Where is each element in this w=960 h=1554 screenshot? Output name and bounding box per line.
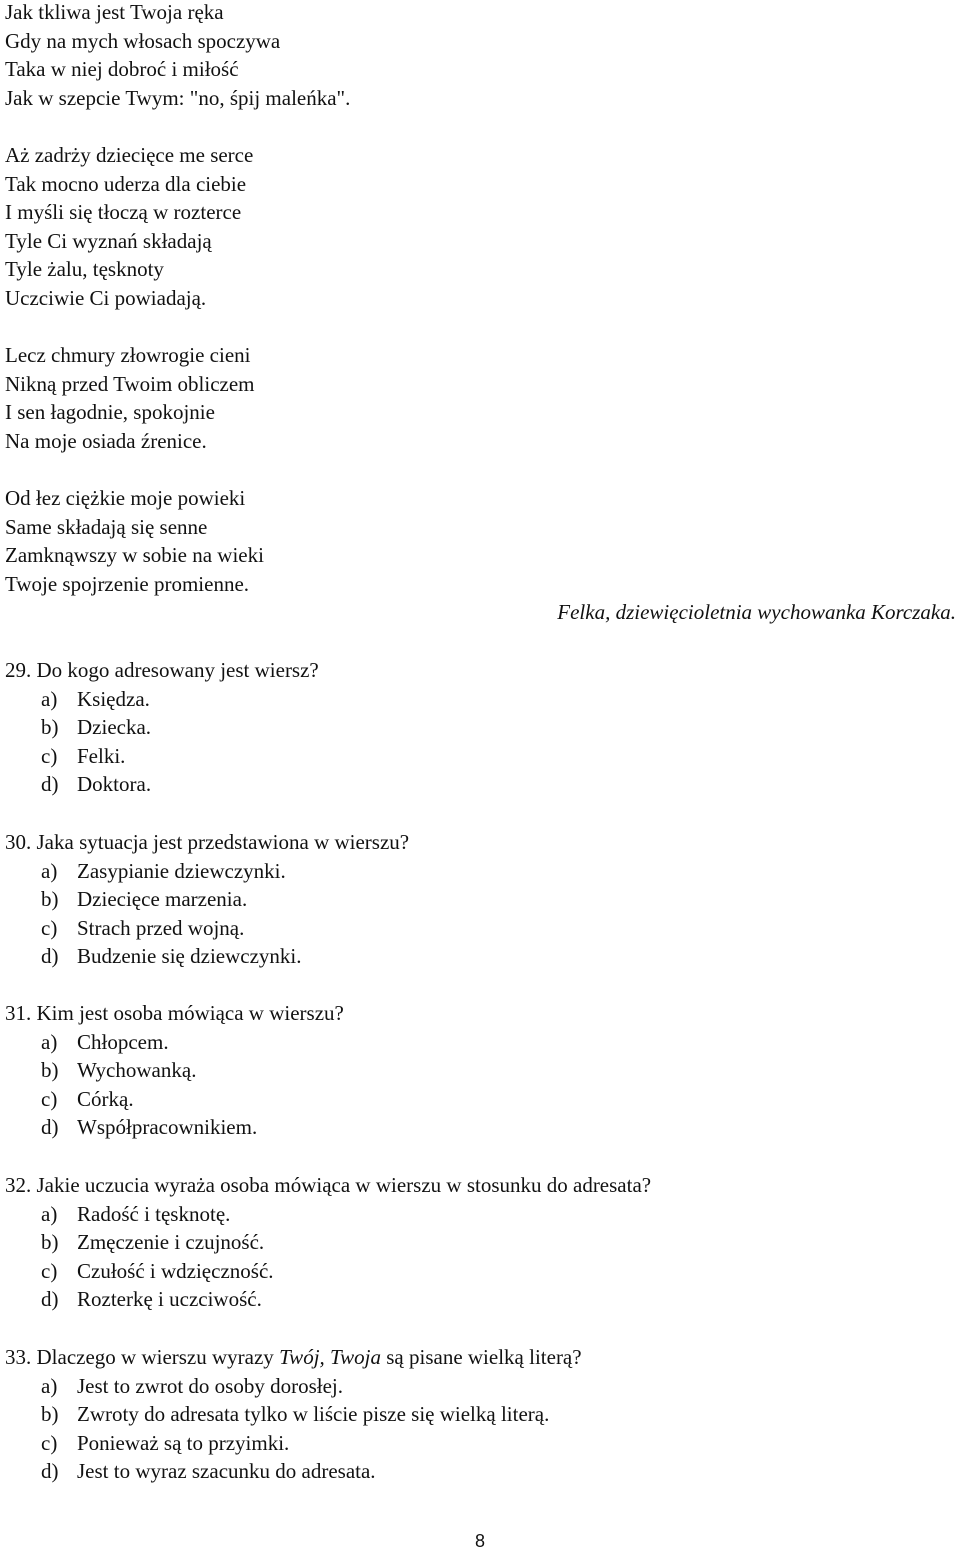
option-text: Jest to zwrot do osoby dorosłej.: [77, 1373, 343, 1398]
option-letter: d): [41, 1287, 59, 1312]
answer-option: [5, 857, 409, 886]
option-text: Dziecięce marzenia.: [77, 887, 248, 912]
option-letter: a): [41, 858, 58, 883]
question-text: [5, 1343, 582, 1372]
option-text: Radość i tęsknotę.: [77, 1201, 231, 1226]
answer-option: [5, 885, 409, 914]
option-letter: c): [41, 1258, 58, 1283]
poem-verse: Tyle żalu, tęsknoty: [5, 257, 164, 282]
option-text: Chłopcem.: [77, 1029, 169, 1054]
option-letter: b): [41, 887, 59, 912]
option-letter: c): [41, 743, 58, 768]
option-letter: b): [41, 1230, 59, 1255]
question-text: 30. Jaka sytuacja jest przedstawiona w wierszu?: [5, 830, 410, 854]
poem-verse: Zamknąwszy w sobie na wieki: [5, 543, 264, 568]
option-text: Budzenie się dziewczynki.: [77, 944, 302, 969]
option-letter: c): [41, 1086, 58, 1111]
answer-option: [5, 1028, 344, 1057]
question-text: 29. Do kogo adresowany jest wiersz?: [5, 658, 319, 682]
answer-option: [5, 914, 409, 943]
option-text: Strach przed wojną.: [77, 915, 245, 940]
option-letter: a): [41, 1029, 58, 1054]
poem-verse: Na moje osiada źrenice.: [5, 428, 207, 453]
option-text: Zwroty do adresata tylko w liście pisze się wielką literą.: [77, 1402, 550, 1427]
poem-verse: Twoje spojrzenie promienne.: [5, 571, 250, 596]
poem-verse: Jak tkliwa jest Twoja ręka: [5, 0, 224, 24]
option-letter: c): [41, 1430, 58, 1455]
poem-stanza-1: [5, 0, 350, 112]
answer-option: [5, 742, 319, 771]
answer-option: [5, 1056, 344, 1085]
answer-option: [5, 1457, 582, 1486]
option-text: Zmęczenie i czujność.: [77, 1230, 265, 1255]
poem-verse: Same składają się senne: [5, 514, 208, 539]
option-text: Zasypianie dziewczynki.: [77, 858, 286, 883]
poem-verse: Lecz chmury złowrogie cieni: [5, 343, 251, 367]
answer-option: [5, 1257, 651, 1286]
option-letter: d): [41, 1459, 59, 1484]
poem-verse: Aż zadrży dziecięce me serce: [5, 143, 254, 167]
poem-verse: Tyle Ci wyznań składają: [5, 228, 212, 253]
option-letter: d): [41, 772, 59, 797]
option-text: Czułość i wdzięczność.: [77, 1258, 274, 1283]
option-text: Felki.: [77, 743, 126, 768]
option-text: Rozterkę i uczciwość.: [77, 1287, 262, 1312]
option-letter: b): [41, 1058, 59, 1083]
question-31: [5, 999, 344, 1142]
option-letter: b): [41, 1402, 59, 1427]
answer-option: [5, 1285, 651, 1314]
poem-signature: Felka, dziewięcioletnia wychowanka Korczaka.: [557, 600, 956, 624]
option-text: Córką.: [77, 1086, 134, 1111]
question-32: [5, 1171, 651, 1314]
poem-stanza-3: [5, 341, 255, 455]
option-text: Dziecka.: [77, 715, 152, 740]
answer-option: [5, 1429, 582, 1458]
option-letter: b): [41, 715, 59, 740]
poem-verse: Taka w niej dobroć i miłość: [5, 57, 239, 82]
question-33: [5, 1343, 582, 1486]
option-text: Księdza.: [77, 686, 150, 711]
option-text: Doktora.: [77, 772, 152, 797]
answer-option: [5, 713, 319, 742]
answer-option: [5, 1200, 651, 1229]
answer-option: [5, 1400, 582, 1429]
poem-verse: Tak mocno uderza dla ciebie: [5, 171, 247, 196]
option-text: Jest to wyraz szacunku do adresata.: [77, 1459, 376, 1484]
question-text: 31. Kim jest osoba mówiąca w wierszu?: [5, 1001, 344, 1025]
poem-stanza-2: [5, 141, 253, 313]
option-letter: a): [41, 1201, 58, 1226]
question-text-start: 33. Dlaczego w wierszu wyrazy: [5, 1345, 280, 1369]
poem-verse: Jak w szepcie Twym: "no, śpij maleńka".: [5, 85, 351, 110]
poem-verse: Uczciwie Ci powiadają.: [5, 285, 207, 310]
option-text: Ponieważ są to przyimki.: [77, 1430, 290, 1455]
option-letter: a): [41, 686, 58, 711]
poem-verse: Nikną przed Twoim obliczem: [5, 371, 255, 396]
option-letter: d): [41, 944, 59, 969]
question-29: [5, 656, 319, 799]
question-text: 32. Jakie uczucia wyraża osoba mówiąca w wierszu w stosunku do adresata?: [5, 1173, 652, 1197]
poem-verse: Od łez ciężkie moje powieki: [5, 486, 246, 510]
answer-option: [5, 1228, 651, 1257]
answer-option: [5, 1372, 582, 1401]
poem-verse: I sen łagodnie, spokojnie: [5, 400, 215, 425]
question-text-end: są pisane wielką literą?: [381, 1345, 582, 1369]
poem-verse: Gdy na mych włosach spoczywa: [5, 28, 281, 53]
option-letter: c): [41, 915, 58, 940]
answer-option: [5, 685, 319, 714]
poem-verse: I myśli się tłoczą w rozterce: [5, 200, 242, 225]
answer-option: [5, 1113, 344, 1142]
answer-option: [5, 1085, 344, 1114]
page-number: 8: [474, 1531, 485, 1551]
poem-stanza-4: [5, 484, 264, 598]
question-text-italic: Twój, Twoja: [279, 1345, 381, 1369]
option-text: Współpracownikiem.: [77, 1115, 258, 1140]
answer-option: [5, 942, 409, 971]
option-letter: d): [41, 1115, 59, 1140]
question-30: [5, 828, 409, 971]
option-text: Wychowanką.: [77, 1058, 197, 1083]
answer-option: [5, 770, 319, 799]
option-letter: a): [41, 1373, 58, 1398]
